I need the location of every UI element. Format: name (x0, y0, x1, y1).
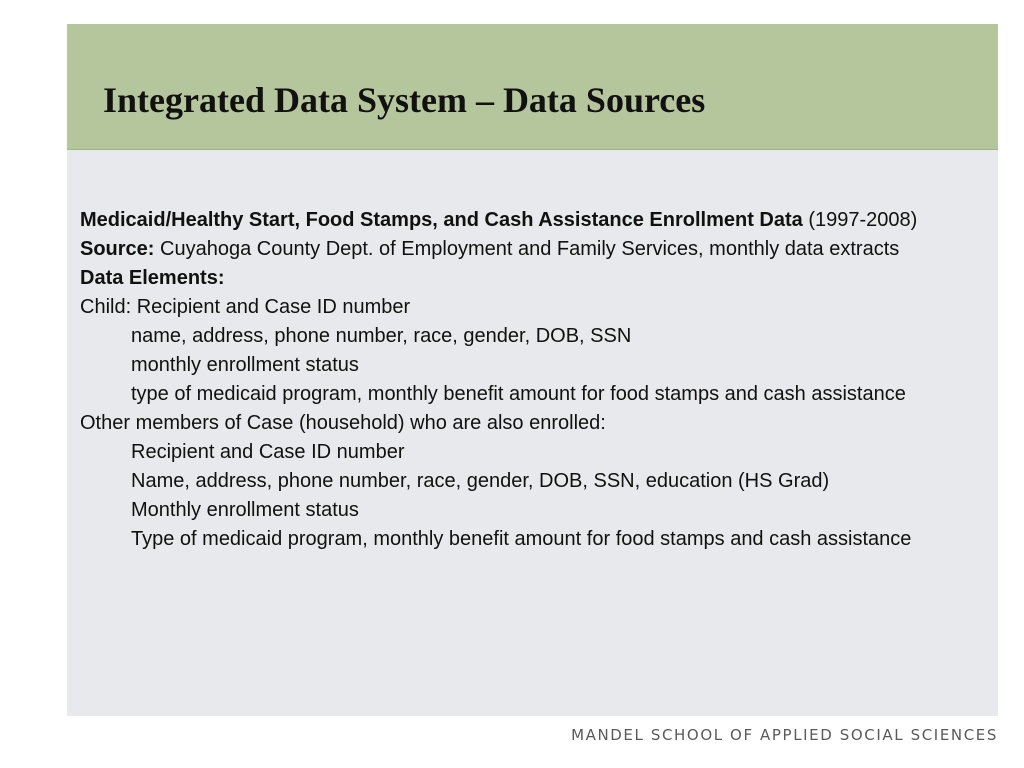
dataset-years: (1997-2008) (802, 209, 918, 231)
household-item: Recipient and Case ID number (131, 441, 405, 463)
slide-body (80, 208, 980, 556)
child-item: name, address, phone number, race, gender, DOB, SSN (131, 325, 632, 347)
dataset-heading (80, 208, 980, 232)
school-logo-text: MANDEL SCHOOL OF APPLIED SOCIAL SCIENCES (571, 726, 998, 744)
content-panel (67, 24, 998, 716)
source-text: Cuyahoga County Dept. of Employment and Family Services, monthly data extracts (154, 238, 900, 260)
household-item: Name, address, phone number, race, gender, DOB, SSN, education (HS Grad) (131, 470, 830, 492)
household-item: Monthly enrollment status (131, 499, 359, 521)
source-label: Source: (80, 238, 155, 260)
title-bar (67, 24, 998, 150)
data-elements-label: Data Elements: (80, 267, 225, 289)
dataset-name: Medicaid/Healthy Start, Food Stamps, and Cash Assistance Enrollment Data (80, 209, 803, 231)
child-line: Child: Recipient and Case ID number (80, 296, 411, 318)
household-item: Type of medicaid program, monthly benefit amount for food stamps and cash assistance (131, 528, 912, 550)
slide-title: Integrated Data System – Data Sources (103, 80, 706, 120)
household-line: Other members of Case (household) who are also enrolled: (80, 412, 606, 434)
source-line (80, 237, 980, 261)
child-item: type of medicaid program, monthly benefit amount for food stamps and cash assistance (131, 383, 906, 405)
child-item: monthly enrollment status (131, 354, 359, 376)
